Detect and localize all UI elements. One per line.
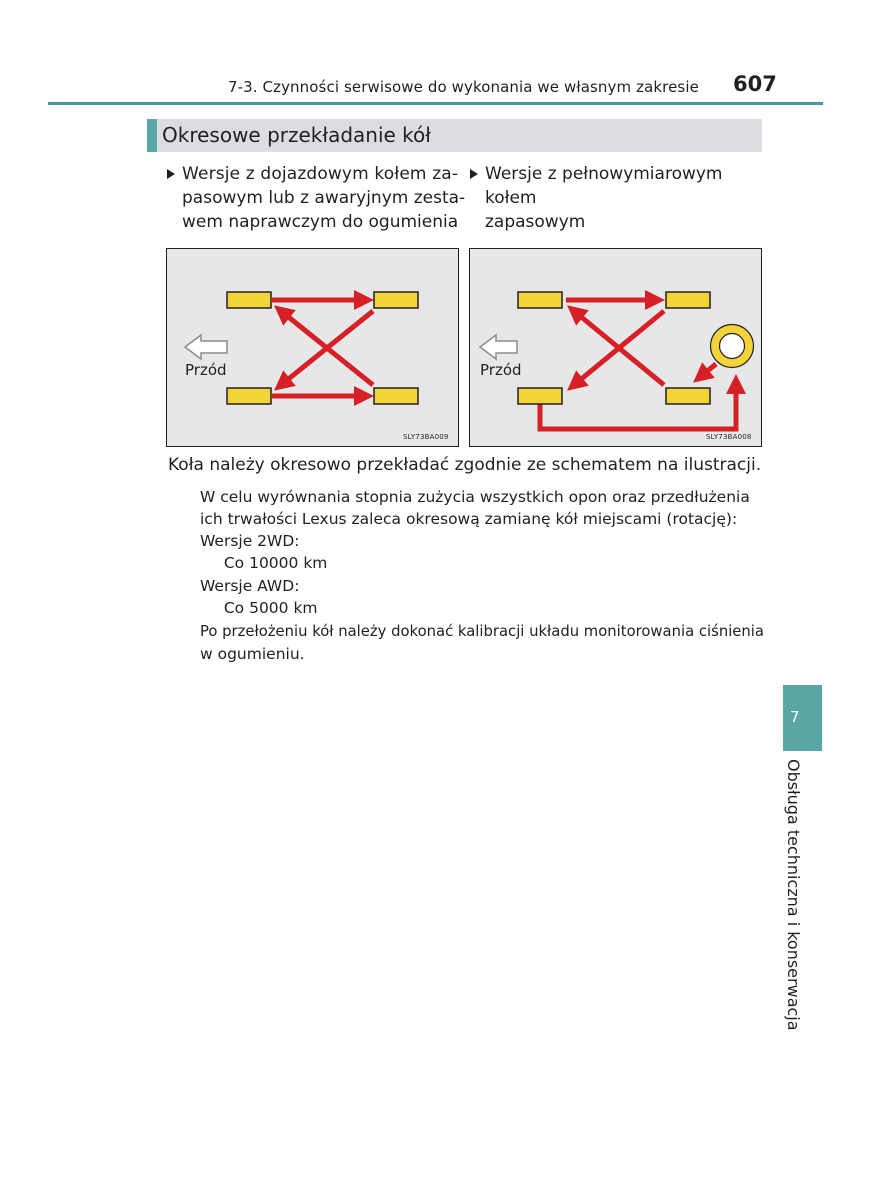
- figure-code: SLY73BA009: [403, 433, 449, 441]
- tire-rear-left: [374, 292, 418, 308]
- tire-front-left: [518, 292, 562, 308]
- front-arrow-icon: [480, 335, 517, 359]
- tire-front-right: [227, 388, 271, 404]
- body-line: ich trwałości Lexus zaleca okresową zamianę kół miejscami (rotację):: [200, 510, 738, 528]
- body-line: Co 10000 km: [214, 554, 328, 572]
- body-line: Co 5000 km: [214, 599, 318, 617]
- bullet-line: Wersje z pełnowymiarowym kołem: [485, 164, 723, 208]
- tire-front-left: [227, 292, 271, 308]
- rotation-diagram-5-wheel: [469, 248, 762, 447]
- tire-front-right: [518, 388, 562, 404]
- figure-code: SLY73BA008: [706, 433, 752, 441]
- body-line: Po przełożeniu kół należy dokonać kalibracji układu monitorowania ciśnienia: [200, 623, 764, 640]
- tire-rear-left: [666, 292, 710, 308]
- rotation-diagram-4-wheel: [166, 248, 459, 447]
- bullet-triangle-icon: [167, 169, 175, 179]
- rotation-diagram-svg: [167, 249, 458, 446]
- bullet-compact-spare: [167, 162, 467, 237]
- bullet-line: wem naprawczym do ogumienia: [182, 212, 459, 232]
- tire-rear-right: [374, 388, 418, 404]
- bullet-line: pasowym lub z awaryjnym zesta-: [182, 188, 466, 208]
- front-label: Przód: [480, 361, 522, 379]
- bullet-line: Wersje z dojazdowym kołem za-: [182, 164, 459, 184]
- rotation-diagram-svg: [470, 249, 761, 446]
- chapter-tab: [783, 685, 822, 751]
- page-number: 607: [733, 72, 777, 96]
- body-line: W celu wyrównania stopnia zużycia wszystkich opon oraz przedłużenia: [200, 488, 750, 506]
- bullet-line: zapasowym: [485, 212, 586, 232]
- header-chapter-title: 7-3. Czynności serwisowe do wykonania we własnym zakresie: [228, 78, 699, 96]
- chapter-tab-number: 7: [790, 708, 800, 726]
- body-line: Wersje AWD:: [200, 577, 300, 595]
- bullet-full-spare: [470, 162, 770, 232]
- front-label: Przód: [185, 361, 227, 379]
- front-arrow-icon: [185, 335, 227, 359]
- section-heading-accent: [147, 119, 157, 152]
- chapter-tab-label: Obsługa techniczna i konserwacja: [784, 759, 803, 1031]
- bullet-text: [485, 162, 770, 234]
- body-line: w ogumieniu.: [200, 645, 305, 663]
- section-title: Okresowe przekładanie kół: [162, 123, 431, 147]
- figure-caption: Koła należy okresowo przekładać zgodnie ze schematem na ilustracji.: [168, 455, 762, 475]
- header-rule: [48, 102, 823, 105]
- bullet-text: [182, 162, 465, 234]
- bullet-triangle-icon: [470, 169, 478, 179]
- rotation-arrow-to-spare: [700, 364, 716, 377]
- body-line: Wersje 2WD:: [200, 532, 300, 550]
- tire-rear-right: [666, 388, 710, 404]
